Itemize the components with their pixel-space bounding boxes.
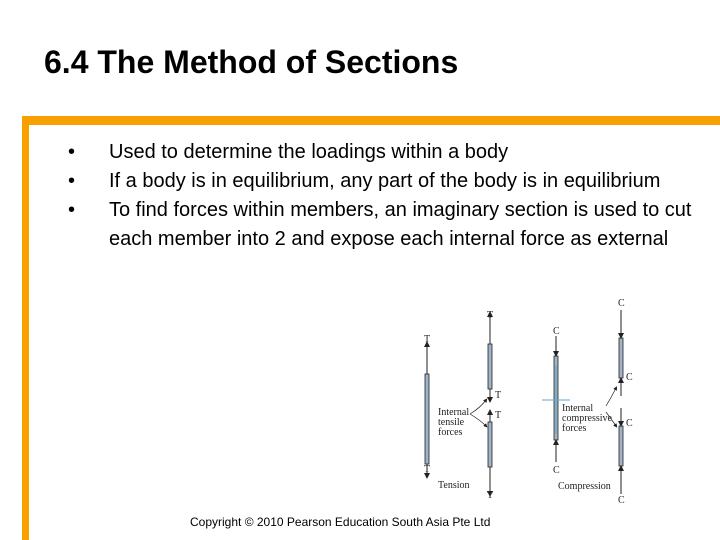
force-label: C xyxy=(618,495,625,506)
bullet-item: • To find forces within members, an imaginary section is used to cut each member into 2 and expose each internal force as external xyxy=(68,196,708,254)
tensile-label-line: Internal xyxy=(438,407,470,418)
compressive-label-line: Internal xyxy=(562,403,594,414)
compression-member xyxy=(542,326,570,476)
accent-bar-horizontal xyxy=(22,116,720,125)
tension-sectioned-member xyxy=(470,310,501,501)
copyright-notice: Copyright © 2010 Pearson Education South Asia Pte Ltd xyxy=(190,515,491,529)
slide-title: 6.4 The Method of Sections xyxy=(44,44,459,80)
accent-bar-vertical xyxy=(22,116,29,540)
method-of-sections-figure xyxy=(410,296,670,508)
force-label: T xyxy=(424,334,431,345)
force-label: C xyxy=(553,326,560,337)
compressive-label-line: forces xyxy=(562,423,587,434)
force-label: T xyxy=(495,390,502,401)
force-label: C xyxy=(618,298,625,309)
force-label: T xyxy=(495,410,502,421)
bullet-item: • Used to determine the loadings within a body xyxy=(68,138,708,167)
tension-member xyxy=(424,334,430,476)
force-label: C xyxy=(553,465,560,476)
force-label: C xyxy=(626,372,633,383)
force-label: T xyxy=(424,464,431,475)
force-label: T xyxy=(487,310,494,321)
compressive-label-line: compressive xyxy=(562,413,612,424)
compression-sectioned-member xyxy=(606,298,633,506)
compression-label: Compression xyxy=(558,481,611,492)
bullet-list xyxy=(68,138,708,254)
tension-label: Tension xyxy=(438,480,470,491)
tensile-label-line: forces xyxy=(438,427,463,438)
force-label: T xyxy=(487,490,494,501)
tensile-label-line: tensile xyxy=(438,417,465,428)
force-label: C xyxy=(626,418,633,429)
bullet-item: • If a body is in equilibrium, any part of the body is in equilibrium xyxy=(68,167,708,196)
